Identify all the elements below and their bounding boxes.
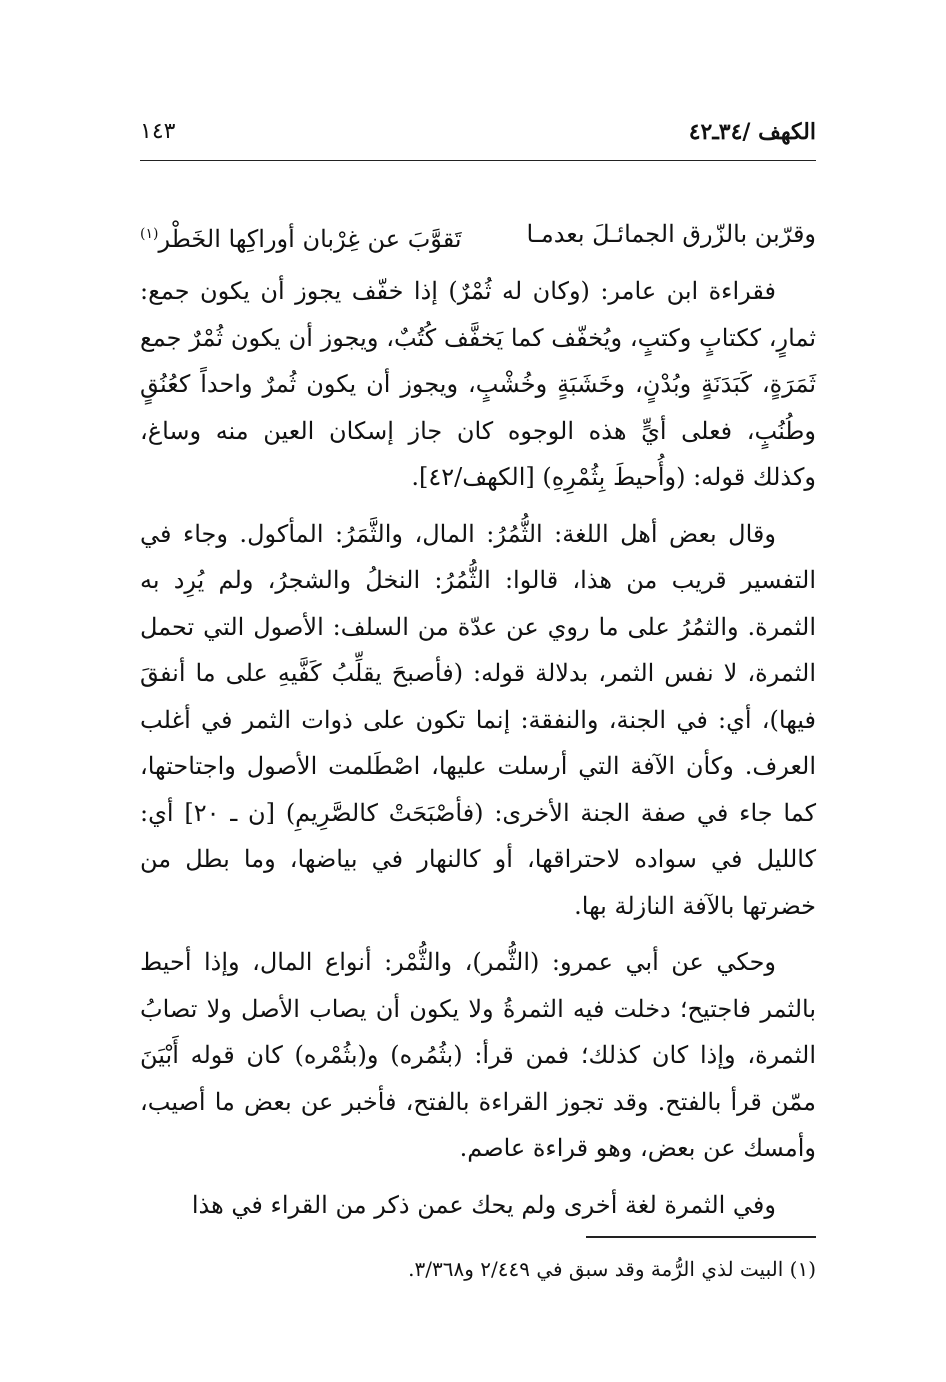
footnote-divider <box>586 1236 816 1238</box>
footnote: (١) البيت لذي الرُّمة وقد سبق في ٢/٤٤٩ و٣/٣٦٨. <box>408 1257 816 1281</box>
paragraph-3: وحكي عن أبي عمرو: (الثُّمر)، والثُّمْر: أنواع المال، وإذا أحيط بالثمر فاجتيح؛ دخلت فيه الثمرةُ ولا يكون أن يصاب الأصل ولا تصابُ الثمرة، وإذا كان كذلك؛ فمن قرأ: (بثُمُره) و(بثُمْره) كان قوله أَبْيَنَ ممّن قرأ بالفتح. وقد تجوز القراءة بالفتح، فأخبر عن بعض ما أصيب، وأمسك عن بعض، وهو قراءة عاصم. <box>140 948 816 1162</box>
verse-second-hemistich <box>140 208 462 265</box>
footnote-marker: (١) <box>140 226 159 242</box>
paragraph-2: وقال بعض أهل اللغة: الثُّمُرُ: المال، والثَّمَرُ: المأكول. وجاء في التفسير قريب من هذا، قالوا: الثُّمُرُ: النخلُ والشجرُ، ولم يُرِد به الثمرة. والثمُرُ على ما روي عن عدّة من السلف: الأصول التي تحمل الثمرة، لا نفس الثمر، بدلالة قوله: (فأصبحَ يقلِّبُ كَفَّيهِ على ما أنفقَ فيها)، أي: في الجنة، والنفقة: إنما تكون على ذوات الثمر في أغلب العرف. وكأن الآفة التي أرسلت عليها، اصْطَلمت الأصول واجتاحتها، كما جاء في صفة الجنة الأخرى: (فأصْبَحَتْ كالصَّرِيمِ) [ن ـ ٢٠] أي: كالليل في سواده لاحتراقها، أو كالنهار في بياضها، وما بطل من خضرتها بالآفة النازلة بها. <box>140 519 817 920</box>
page-number: ١٤٣ <box>140 119 176 144</box>
body-text <box>140 268 816 1238</box>
verse-second-text: تَقوَّبَ عن غِرْبان أوراكِها الخَطْر <box>158 225 462 253</box>
header-divider <box>140 160 816 161</box>
paragraph-4: وفي الثمرة لغة أخرى ولم يحك عمن ذكر من القراء في هذا <box>191 1190 776 1219</box>
verse-first-hemistich: وقرّبن بالزّرق الجمائـلَ بعدمـا <box>526 220 816 248</box>
page-header <box>140 112 816 152</box>
poetry-verse <box>140 208 816 260</box>
paragraph-1: فقراءة ابن عامر: (وكان له ثُمْرٌ) إذا خفّف يجوز أن يكون جمع: ثمارٍ، ككتابٍ وكتبٍ، ويُخفّف كما يَخفَّف كُتُبٌ، ويجوز أن يكون ثُمْرٌ جمع ثَمَرَةٍ، كَبَدَنَةٍ وبُدْنٍ، وخَشَبَةٍ وخُشْبٍ، ويجوز أن يكون ثُمرٌ واحداً كعُنُقٍ وطُنُبٍ، فعلى أيٍّ هذه الوجوه كان جاز إسكان العين منه وساغ، وكذلك قوله: (وأُحيطَ بِثُمْرِهِ) [الكهف/٤٢]. <box>140 277 817 491</box>
running-title: الكهف /٣٤ـ٤٢ <box>688 119 816 145</box>
